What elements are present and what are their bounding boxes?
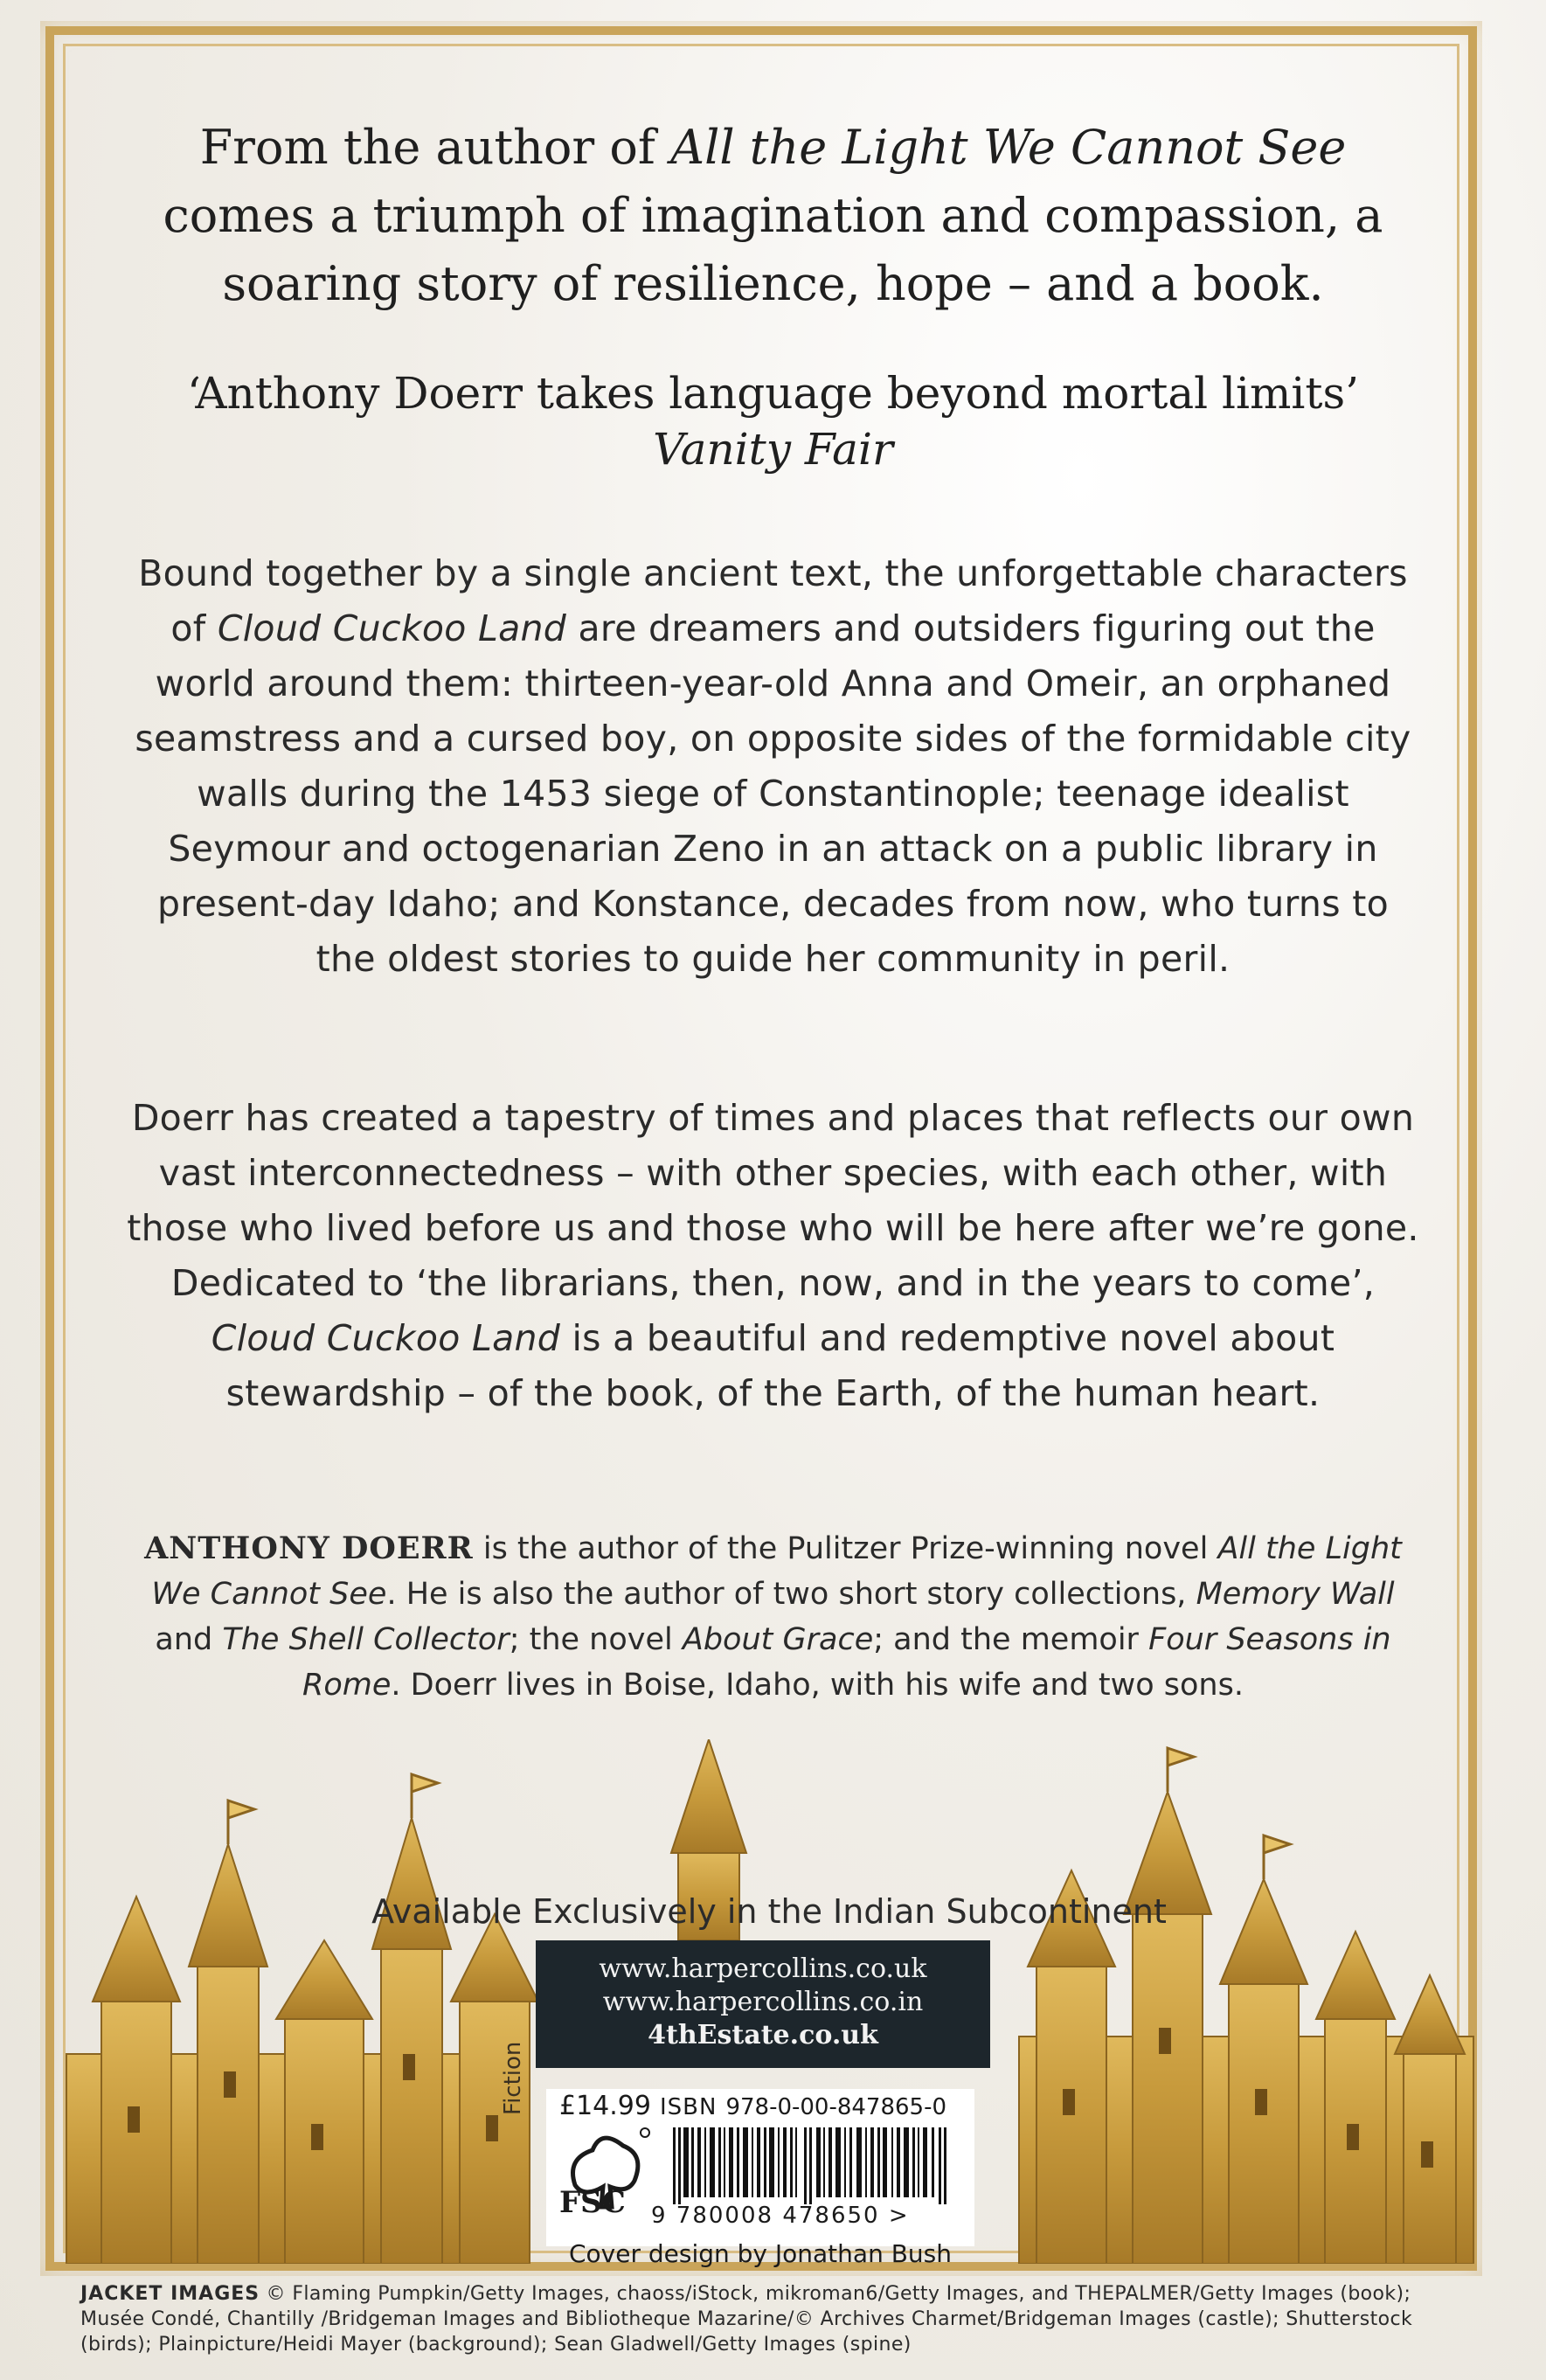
price-isbn-line bbox=[559, 2091, 946, 2121]
jacket-image-credits bbox=[80, 2281, 1479, 2357]
isbn-number: 978-0-00-847865-0 bbox=[725, 2094, 947, 2120]
cover-credit: Cover design by Jonathan Bush bbox=[568, 2239, 953, 2268]
barcode-digits: 9 780008 478650 > bbox=[651, 2203, 910, 2229]
quote-source: Vanity Fair bbox=[653, 424, 893, 475]
price: £14.99 bbox=[559, 2091, 651, 2121]
website-link-1[interactable]: www.harpercollins.co.uk bbox=[599, 1953, 927, 1984]
jacket-credit-text: © Flaming Pumpkin/Getty Images, chaoss/iStock, mikroman6/Getty Images, and THEPALMER/Getty Images (book); Musée Condé, Chantilly /Bridgeman Images and Bibliotheque Mazarine/© Archives Charmet/Bridgeman Images (castle); Shutterstock (birds); Plainpicture/Heidi Mayer (background); Sean Gladwell/Getty Images (spine) bbox=[80, 2283, 1413, 2356]
book-title-ref: All the Light We Cannot See bbox=[670, 120, 1347, 175]
tagline: From the author of All the Light We Cannot See comes a triumph of imagination and compassion, a soaring story of resilience, hope – and a book. bbox=[163, 120, 1383, 311]
author-bio: ANTHONY DOERR is the author of the Pulitzer Prize-winning novel All the Light We Cannot See. He is also the author of two short story collections, Memory Wall and The Shell Collector; the novel About Grace; and the memoir Four Seasons in Rome. Doerr lives in Boise, Idaho, with his wife and two sons. bbox=[144, 1530, 1402, 1703]
genre-label: Fiction bbox=[500, 2041, 526, 2115]
website-link-3[interactable]: 4thEstate.co.uk bbox=[648, 2020, 878, 2050]
isbn-label: ISBN bbox=[659, 2094, 718, 2120]
quote-text: ‘Anthony Doerr takes language beyond mortal limits’ bbox=[186, 368, 1360, 419]
jacket-label: JACKET IMAGES bbox=[80, 2283, 260, 2305]
publisher-websites bbox=[536, 1940, 990, 2068]
availability-notice: Available Exclusively in the Indian Subcontinent bbox=[371, 1892, 1167, 1931]
synopsis-paragraph-1: Bound together by a single ancient text, the unforgettable characters of Cloud Cuckoo Land are dreamers and outsiders figuring out the world around them: thirteen-year-old Anna and Omeir, an orphaned seamstress and a cursed boy, on opposite sides of the formidable city walls during the 1453 siege of Constantinople; teenage idealist Seymour and octogenarian Zeno in an attack on a public library in present-day Idaho; and Konstance, decades from now, who turns to the oldest stories to guide her community in peril. bbox=[135, 552, 1411, 980]
synopsis-paragraph-2: Doerr has created a tapestry of times and places that reflects our own vast interconnectedness – with other species, with each other, with those who lived before us and those who will be here after we’re gone. Dedicated to ‘the librarians, then, now, and in the years to come’, Cloud Cuckoo Land is a beautiful and redemptive novel about stewardship – of the book, of the Earth, of the human heart. bbox=[127, 1097, 1419, 1414]
barcode bbox=[673, 2127, 961, 2204]
fsc-label: FSC bbox=[559, 2185, 626, 2220]
author-name: ANTHONY DOERR bbox=[144, 1530, 474, 1566]
website-link-2[interactable]: www.harpercollins.co.in bbox=[602, 1987, 924, 2017]
review-quote bbox=[140, 365, 1406, 477]
